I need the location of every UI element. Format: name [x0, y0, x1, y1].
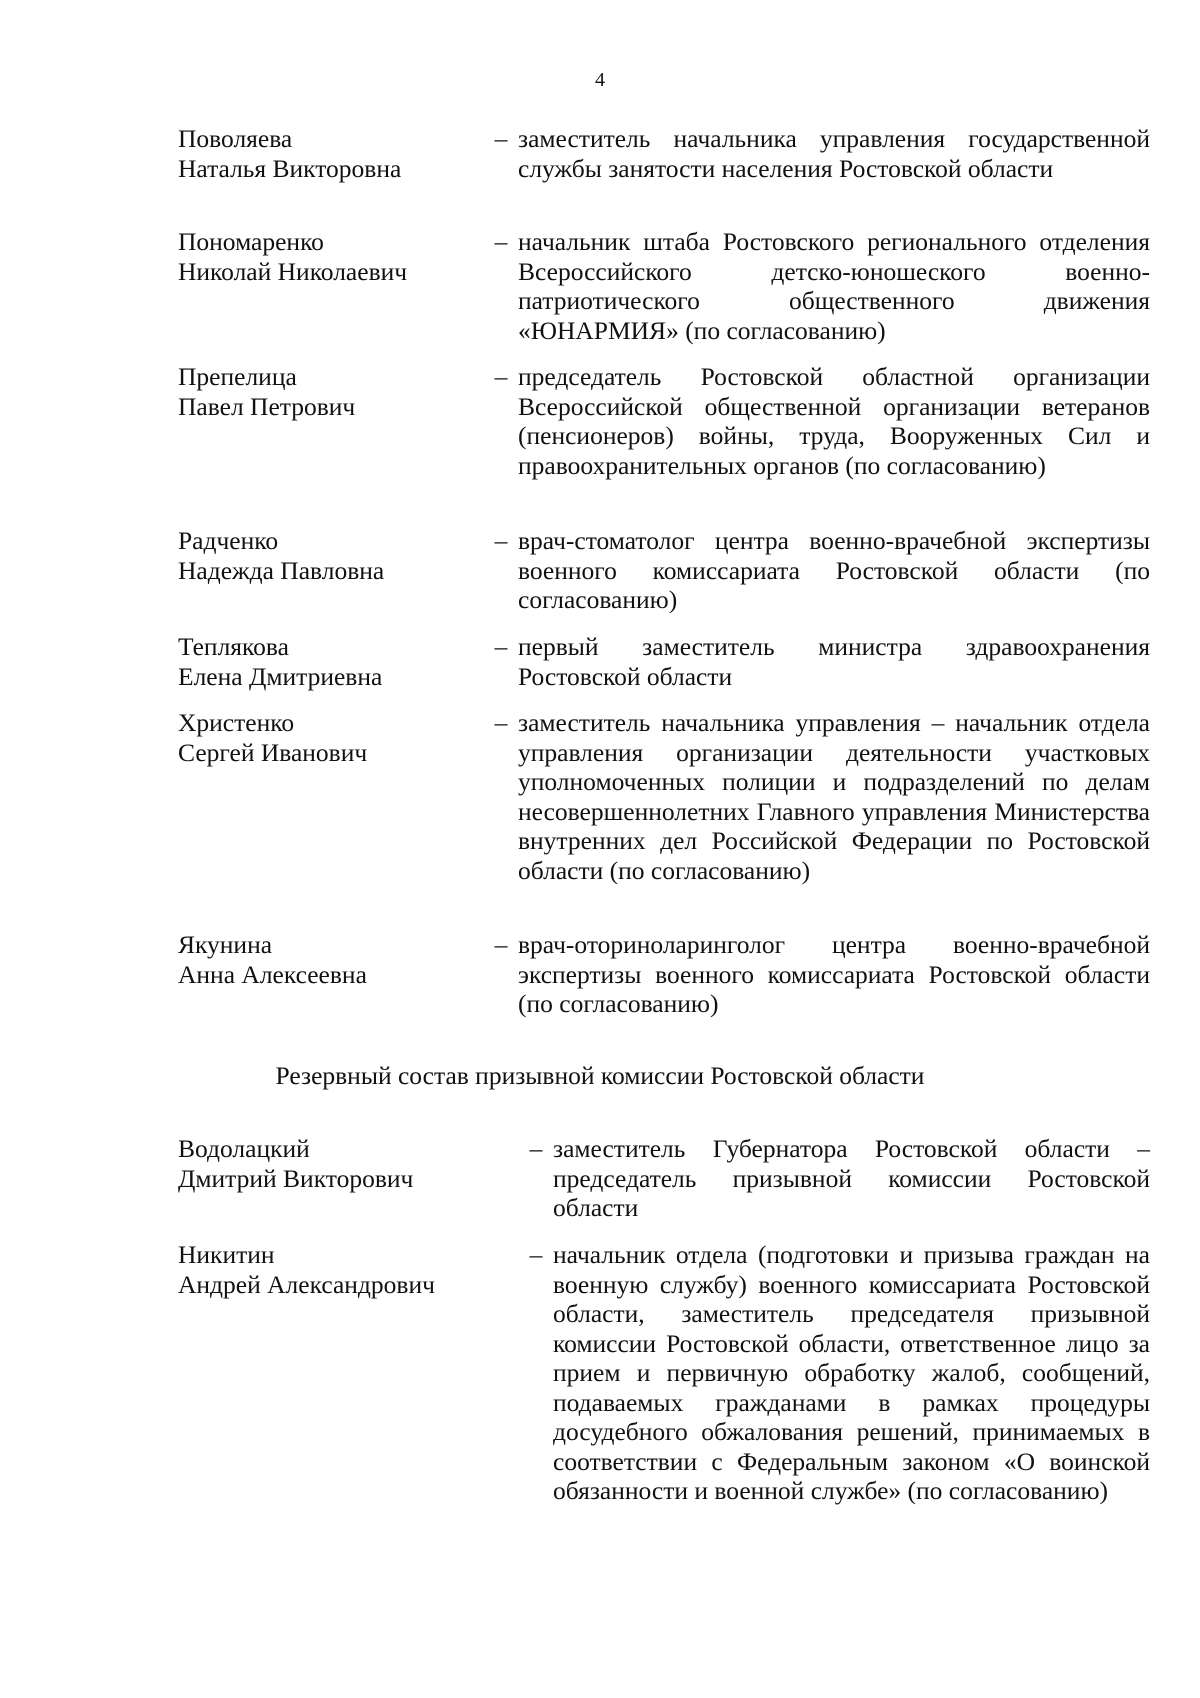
member-name [178, 632, 478, 691]
dash-separator: – [494, 362, 508, 391]
member-surname: Христенко [178, 708, 295, 737]
member-surname: Теплякова [178, 632, 289, 661]
member-given-names: Анна Алексеевна [178, 959, 367, 989]
member-surname: Якунина [178, 930, 273, 959]
member-name [178, 227, 478, 286]
dash-separator: – [494, 124, 508, 153]
member-surname: Никитин [178, 1240, 275, 1269]
member-given-names: Наталья Викторовна [178, 153, 402, 183]
dash-separator: – [494, 930, 508, 959]
member-given-names: Дмитрий Викторович [178, 1163, 414, 1193]
member-position: заместитель начальника управления – начальник отдела управления организации деятельности участковых уполномоченных полиции и подразделений по делам несовершеннолетних Главного управления Министерства внутренних дел Российской Федерации по Ростовской области (по согласованию) [518, 708, 1150, 885]
member-surname: Поволяева [178, 124, 293, 153]
member-given-names: Надежда Павловна [178, 555, 385, 585]
member-surname: Водолацкий [178, 1134, 310, 1163]
member-given-names: Сергей Иванович [178, 737, 368, 767]
member-surname: Радченко [178, 526, 279, 555]
member-position: заместитель начальника управления государственной службы занятости населения Ростовской области [518, 124, 1150, 183]
member-name [178, 362, 478, 421]
member-position: врач-оториноларинголог центра военно-врачебной экспертизы военного комиссариата Ростовской области (по согласованию) [518, 930, 1150, 1018]
dash-separator: – [529, 1240, 543, 1269]
member-name [178, 1240, 478, 1299]
member-surname: Препелица [178, 362, 297, 391]
member-name [178, 124, 478, 183]
member-position: начальник отдела (подготовки и призыва граждан на военную службу) военного комиссариата Ростовской области, заместитель председателя призывной комиссии Ростовской области, ответственное лицо за прием и первичную обработку жалоб, сообщений, подаваемых гражданами в рамках процедуры досудебного обжалования решений, принимаемых в соответствии с Федеральным законом «О воинской обязанности и военной службе» (по согласованию) [553, 1240, 1150, 1505]
member-given-names: Павел Петрович [178, 391, 356, 421]
dash-separator: – [494, 227, 508, 256]
member-given-names: Андрей Александрович [178, 1269, 435, 1299]
dash-separator: – [494, 526, 508, 555]
member-given-names: Елена Дмитриевна [178, 661, 383, 691]
member-name [178, 1134, 478, 1193]
dash-separator: – [494, 708, 508, 737]
member-name [178, 930, 478, 989]
member-name [178, 708, 478, 767]
member-position: врач-стоматолог центра военно-врачебной экспертизы военного комиссариата Ростовской области (по согласованию) [518, 526, 1150, 614]
member-surname: Пономаренко [178, 227, 324, 256]
member-position: первый заместитель министра здравоохранения Ростовской области [518, 632, 1150, 691]
member-position: заместитель Губернатора Ростовской области – председатель призывной комиссии Ростовской области [553, 1134, 1150, 1222]
page-number: 4 [595, 69, 605, 91]
member-given-names: Николай Николаевич [178, 256, 408, 286]
dash-separator: – [494, 632, 508, 661]
member-position: председатель Ростовской областной организации Всероссийской общественной организации ветеранов (пенсионеров) войны, труда, Вооруженных Сил и правоохранительных органов (по согласованию) [518, 362, 1150, 480]
reserve-section-title: Резервный состав призывной комиссии Ростовской области [275, 1061, 925, 1090]
member-position: начальник штаба Ростовского регионального отделения Всероссийского детско-юношеского военно-патриотического общественного движения «ЮНАРМИЯ» (по согласованию) [518, 227, 1150, 345]
member-name [178, 526, 478, 585]
dash-separator: – [529, 1134, 543, 1163]
